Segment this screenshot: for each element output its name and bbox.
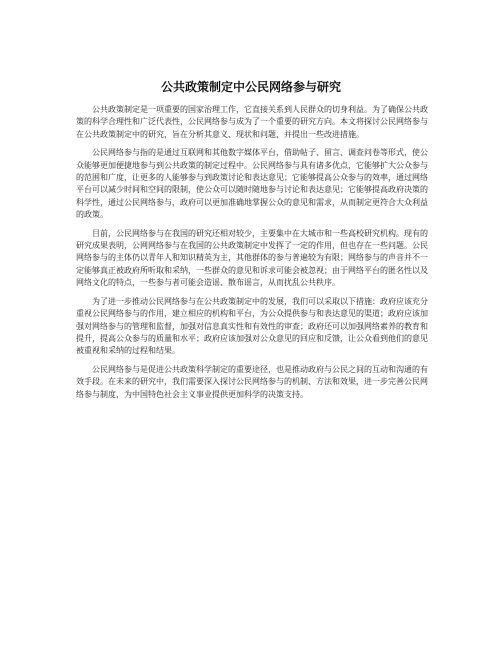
paragraph-3: 目前，公民网络参与在我国的研究还相对较少，主要集中在大城市和一些高校研究机构。现有的研究成果表明，公网网络参与在我国的公共政策制定中发挥了一定的作用，但也存在一些问题。公民网络参与的主体仍以青年人和知识精英为主，其他群体的参与普遍较为有限；网络参与的声音并不一定能够真正被政府所听取和采纳，一些群众的意见和诉求可能会被忽视；由于网络平台的匿名性以及网络文化的特点，一些参与者可能会造谣、散布谣言，从而扰乱公共秩序。 <box>76 228 428 288</box>
paragraph-2: 公民网络参与指的是通过互联网和其他数字媒体平台，借助帖子、留言、调查问卷等形式，使公众能够更加便捷地参与到公共政策的制定过程中。公民网络参与具有诸多优点，它能够扩大公众参与的范围和广度，让更多的人能够参与到政策讨论和表达意见；它能够提高公众参与的效率，通过网络平台可以减少时间和空间的限制，使公众可以随时随地参与讨论和表达意见；它能够提高政府决策的科学性，通过公民网络参与，政府可以更加准确地掌握公众的意见和需求，从而制定更符合大众利益的政策。 <box>76 148 428 220</box>
paragraph-4: 为了进一步推动公民网络参与在公共政策制定中的发展，我们可以采取以下措施：政府应该充分重视公民网络参与的作用，建立相应的机构和平台，为公众提供参与和表达意见的渠道；政府应该加强对网络参与的管理和监督，加强对信息真实性和有效性的审查；政府还可以加强网络素养的教育和提升，提高公众参与的质量和水平；政府应该加强对公众意见的回应和反馈，让公众看到他们的意见被重视和采纳的过程和结果。 <box>76 296 428 356</box>
document-title: 公共政策制定中公民网络参与研究 <box>160 80 341 94</box>
document-body <box>76 104 428 407</box>
paragraph-1: 公共政策制定是一项重要的国家治理工作，它直接关系到人民群众的切身利益。为了确保公共政策的科学合理性和广泛代表性，公民网络参与成为了一个重要的研究方向。本文将探讨公民网络参与在公共政策制定中的研究，旨在分析其意义、现状和问题，并提出一些改进措施。 <box>76 105 428 139</box>
paragraph-5: 公民网络参与是促进公共政策科学制定的重要途径，也是推动政府与公民之间的互动和沟通的有效手段。在未来的研究中，我们需要深入探讨公民网络参与的机制、方法和效果，进一步完善公民网络参与制度，为中国特色社会主义事业提供更加科学的决策支持。 <box>76 364 428 399</box>
